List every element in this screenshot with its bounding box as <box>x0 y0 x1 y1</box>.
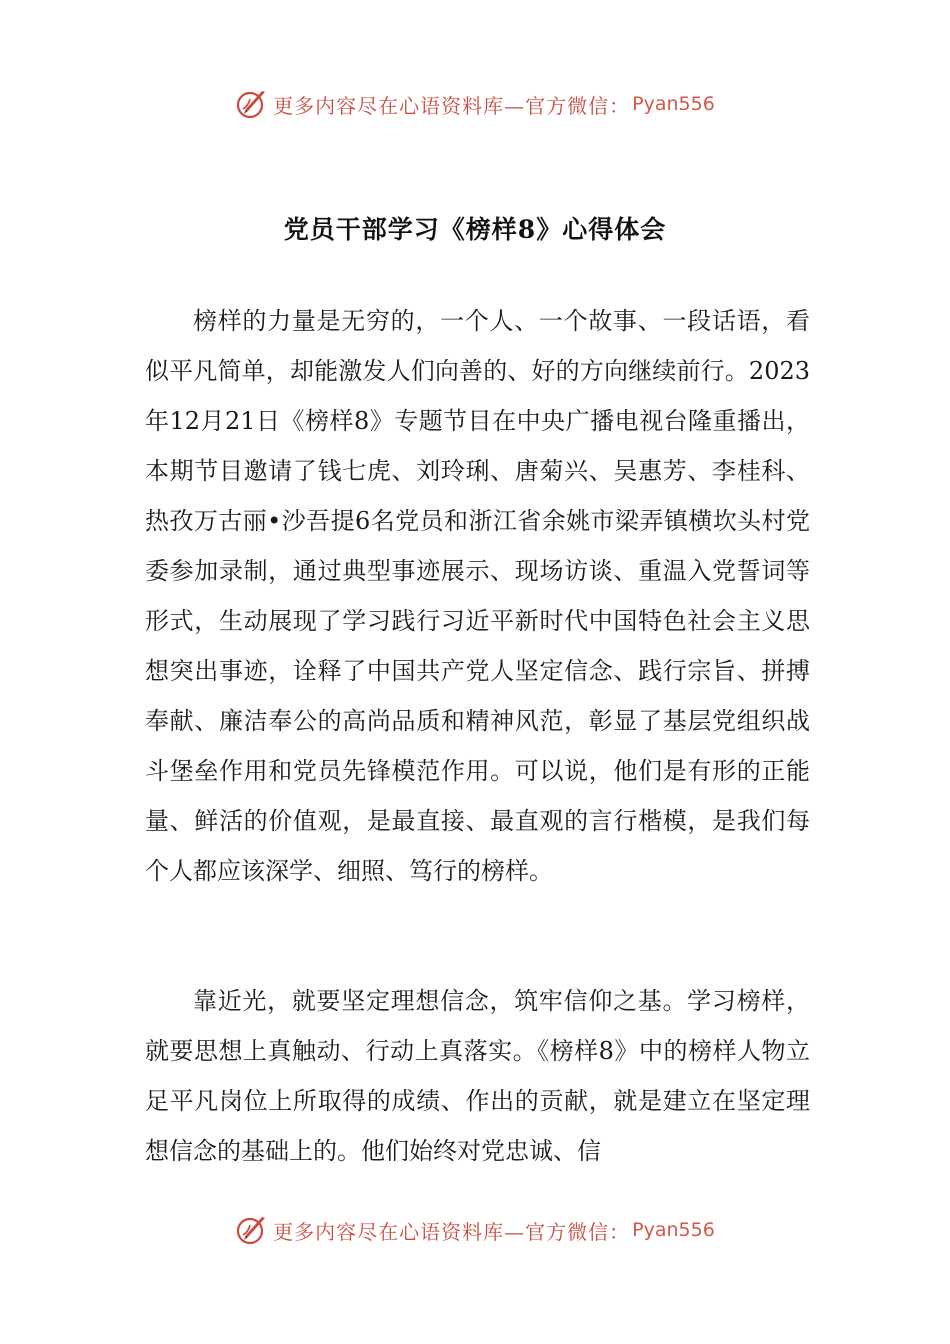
wechat-id: Pyan556 <box>632 1219 715 1241</box>
quill-pen-logo-icon <box>235 87 269 121</box>
banner-text: 更多内容尽在心语资料库—官方微信： <box>273 1219 631 1244</box>
wechat-id: Pyan556 <box>632 93 715 115</box>
body-paragraph: 靠近光，就要坚定理想信念，筑牢信仰之基。学习榜样，就要思想上真触动、行动上真落实。《榜样8》中的榜样人物立足平凡岗位上所取得的成绩、作出的贡献，就是建立在坚定理想信念的基础上的。他们始终对党忠诚、信 <box>145 987 810 1165</box>
header-banner <box>0 84 950 124</box>
body-paragraph: 榜样的力量是无穷的，一个人、一个故事、一段话语，看似平凡简单，却能激发人们向善的、好的方向继续前行。2023年12月21日《榜样8》专题节目在中央广播电视台隆重播出，本期节目邀请了钱七虎、刘玲琍、唐菊兴、吴惠芳、李桂科、热孜万古丽•沙吾提6名党员和浙江省余姚市梁弄镇横坎头村党委参加录制，通过典型事迹展示、现场访谈、重温入党誓词等形式，生动展现了学习践行习近平新时代中国特色社会主义思想突出事迹，诠释了中国共产党人坚定信念、践行宗旨、拼搏奉献、廉洁奉公的高尚品质和精神风范，彰显了基层党组织战斗堡垒作用和党员先锋模范作用。可以说，他们是有形的正能量、鲜活的价值观，是最直接、最直观的言行楷模，是我们每个人都应该深学、细照、笃行的榜样。 <box>145 307 810 885</box>
footer-banner <box>0 1210 950 1250</box>
quill-pen-logo-icon <box>235 1213 269 1247</box>
document-title: 党员干部学习《榜样8》心得体会 <box>283 215 667 244</box>
banner-text: 更多内容尽在心语资料库—官方微信： <box>273 93 631 118</box>
